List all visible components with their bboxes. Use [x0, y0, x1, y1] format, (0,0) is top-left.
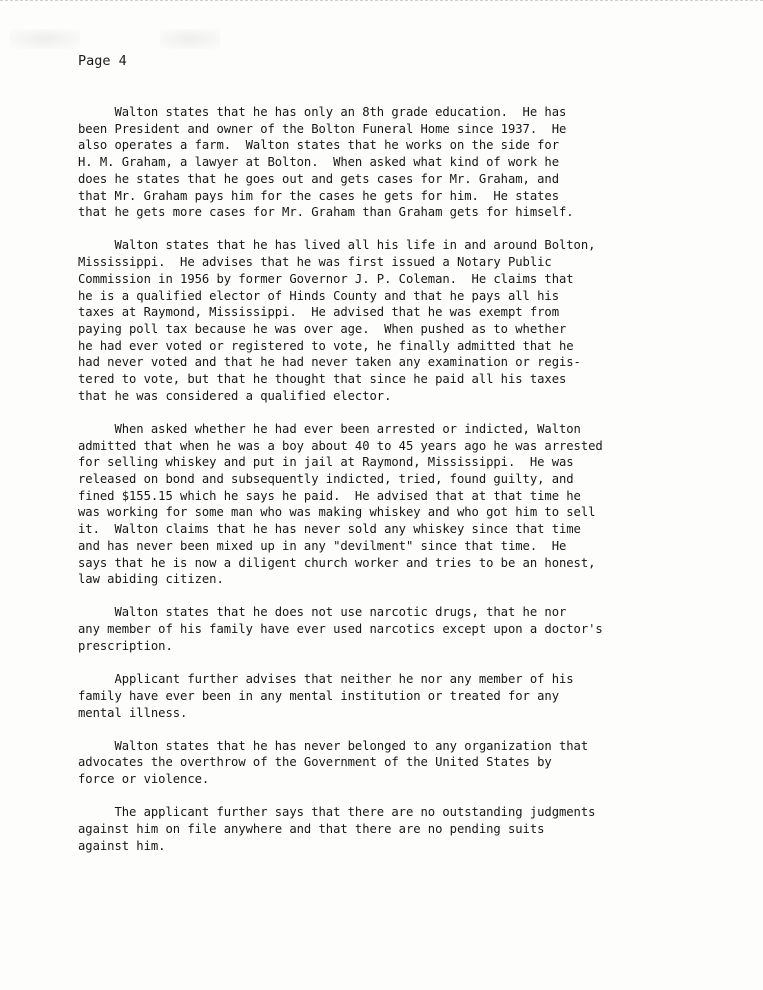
text-line: says that he is now a diligent church worker and tries to be an honest,	[78, 555, 596, 570]
text-line: for selling whiskey and put in jail at Raymond, Mississippi. He was	[78, 455, 574, 470]
text-line: mental illness.	[78, 705, 188, 720]
text-line: that he was considered a qualified elector.	[78, 388, 392, 403]
text-line: force or violence.	[78, 772, 210, 787]
text-line: When asked whether he had ever been arrested or indicted, Walton	[78, 421, 581, 436]
text-line: Walton states that he has only an 8th grade education. He has	[78, 105, 567, 119]
text-line: advocates the overthrow of the Government of the United States by	[78, 755, 552, 770]
text-line: fined $155.15 which he says he paid. He advised that at that time he	[78, 488, 581, 503]
text-line: tered to vote, but that he thought that since he paid all his taxes	[78, 372, 567, 387]
text-line: he had ever voted or registered to vote, he finally admitted that he	[78, 338, 574, 353]
text-line: was working for some man who was making whiskey and who got him to sell	[78, 505, 596, 520]
text-line: Commission in 1956 by former Governor J. P. Coleman. He claims that	[78, 271, 574, 286]
text-line: law abiding citizen.	[78, 572, 224, 587]
paragraph	[78, 237, 740, 404]
text-line: taxes at Raymond, Mississippi. He advised that he was exempt from	[78, 305, 559, 320]
text-line: H. M. Graham, a lawyer at Bolton. When asked what kind of work he	[78, 155, 559, 170]
text-line: paying poll tax because he was over age. When pushed as to whether	[78, 321, 567, 336]
paragraph	[78, 738, 740, 788]
scan-smudge	[10, 29, 80, 49]
text-line: any member of his family have ever used narcotics except upon a doctor's	[78, 622, 603, 637]
text-line: does he states that he goes out and gets cases for Mr. Graham, and	[78, 171, 559, 186]
text-line: had never voted and that he had never taken any examination or regis-	[78, 355, 581, 370]
text-line: been President and owner of the Bolton Funeral Home since 1937. He	[78, 121, 567, 136]
text-line: Walton states that he does not use narcotic drugs, that he nor	[78, 605, 567, 620]
page-number: Page 4	[78, 53, 127, 69]
text-line: he is a qualified elector of Hinds County and that he pays all his	[78, 288, 559, 303]
text-line: that he gets more cases for Mr. Graham than Graham gets for himself.	[78, 205, 574, 220]
text-line: released on bond and subsequently indicted, tried, found guilty, and	[78, 472, 574, 487]
text-line: admitted that when he was a boy about 40 to 45 years ago he was arrested	[78, 438, 603, 453]
scan-smudge	[160, 29, 220, 49]
text-line: against him on file anywhere and that there are no pending suits	[78, 822, 545, 837]
paragraph	[78, 104, 740, 221]
text-line: that Mr. Graham pays him for the cases he gets for him. He states	[78, 188, 559, 203]
text-line: and has never been mixed up in any "devilment" since that time. He	[78, 538, 567, 553]
document-body	[78, 104, 740, 871]
text-line: The applicant further says that there are no outstanding judgments	[78, 805, 596, 820]
text-line: against him.	[78, 838, 166, 853]
text-line: Walton states that he has lived all his life in and around Bolton,	[78, 238, 596, 253]
text-line: family have ever been in any mental institution or treated for any	[78, 688, 559, 703]
paragraph	[78, 604, 740, 654]
text-line: Walton states that he has never belonged to any organization that	[78, 738, 589, 753]
text-line: also operates a farm. Walton states that he works on the side for	[78, 138, 559, 153]
paragraph	[78, 421, 740, 588]
text-line: Applicant further advises that neither he nor any member of his	[78, 672, 574, 687]
text-line: prescription.	[78, 638, 173, 653]
text-line: it. Walton claims that he has never sold any whiskey since that time	[78, 522, 581, 537]
paragraph	[78, 671, 740, 721]
paragraph	[78, 804, 740, 854]
text-line: Mississippi. He advises that he was first issued a Notary Public	[78, 255, 552, 270]
